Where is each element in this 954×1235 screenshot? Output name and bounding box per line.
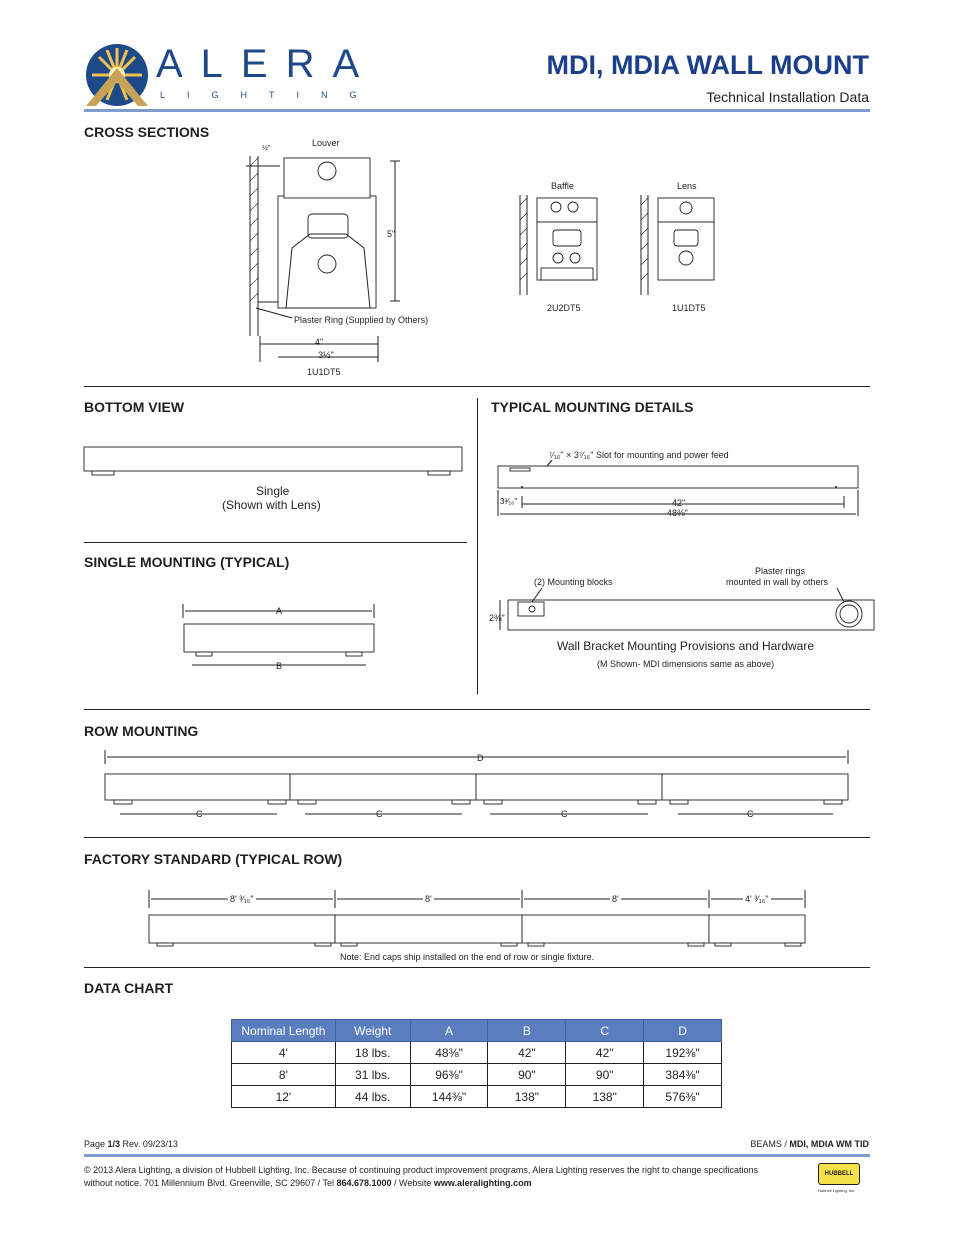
table-cell: 18 lbs. [335, 1042, 410, 1064]
cross-section-drawing [230, 136, 460, 376]
label-lens: Lens [677, 181, 697, 191]
model-left: 1U1DT5 [307, 367, 341, 377]
label-c-1: C [196, 809, 203, 819]
copyright-line-2 [84, 1178, 532, 1188]
label-c-2: C [376, 809, 383, 819]
model-lens: 1U1DT5 [672, 303, 706, 313]
page-title: MDI, MDIA WALL MOUNT [546, 50, 869, 80]
label-d4: 2⅜" [489, 613, 505, 623]
revision: Rev. 09/23/13 [120, 1139, 178, 1149]
label-slot: ⁷⁄₁₆" × 3⁷⁄₁₆" Slot for mounting and power feed [549, 450, 729, 460]
table-cell: 90" [488, 1064, 566, 1086]
section-typical-mounting: TYPICAL MOUNTING DETAILS [491, 399, 694, 415]
label-length-2: 8' [425, 894, 432, 904]
label-single: Single [256, 484, 290, 498]
baffle-section-drawing [515, 190, 610, 300]
page-number: 1/3 [107, 1139, 121, 1149]
label-five: 5" [387, 229, 396, 239]
table-row [232, 1064, 722, 1086]
column-header: Weight [335, 1020, 410, 1042]
divider-bottom-left [84, 542, 467, 543]
table-cell: 48⅜" [410, 1042, 488, 1064]
label-three-half: 3½" [318, 350, 334, 360]
header-rule [84, 109, 870, 112]
label-length-3: 8' [612, 894, 619, 904]
table-header-row [232, 1020, 722, 1042]
label-louver: Louver [312, 138, 340, 148]
label-half-inch: ½" [262, 145, 271, 152]
divider-2 [84, 709, 870, 710]
divider-1 [84, 386, 870, 387]
model-baffle: 2U2DT5 [547, 303, 581, 313]
table-cell: 42" [488, 1042, 566, 1064]
page-prefix: Page [84, 1139, 108, 1149]
data-chart-table [231, 1019, 722, 1108]
table-cell: 44 lbs. [335, 1086, 410, 1108]
table-cell: 96⅜" [410, 1064, 488, 1086]
label-a: A [276, 606, 283, 616]
sunburst-logo-icon [80, 38, 160, 108]
table-row [232, 1042, 722, 1064]
table-cell: 8' [232, 1064, 336, 1086]
label-length-4: 4' ³⁄₁₆" [745, 894, 769, 904]
column-header: C [566, 1020, 644, 1042]
label-plaster-ring: Plaster Ring (Supplied by Others) [294, 315, 429, 325]
table-cell: 90" [566, 1064, 644, 1086]
beams-label: BEAMS / [750, 1139, 790, 1149]
brand-wordmark: ALERA [156, 42, 378, 86]
section-factory-standard: FACTORY STANDARD (TYPICAL ROW) [84, 851, 343, 867]
lens-section-drawing [636, 190, 731, 300]
footer-rule [84, 1154, 870, 1157]
website-label: / Website [391, 1178, 434, 1188]
vertical-divider [477, 398, 478, 694]
label-c-3: C [561, 809, 568, 819]
label-shown-with-lens: (Shown with Lens) [222, 498, 321, 512]
hubbell-badge-icon [818, 1163, 860, 1185]
label-baffle: Baffle [551, 181, 574, 191]
label-d2: 42" [672, 498, 686, 508]
section-single-mounting: SINGLE MOUNTING (TYPICAL) [84, 554, 290, 570]
hubbell-logo [818, 1163, 868, 1197]
table-cell: 138" [566, 1086, 644, 1108]
address: without notice. 701 Millennium Blvd. Greenville, SC 29607 / Tel [84, 1178, 337, 1188]
table-row [232, 1086, 722, 1108]
doc-code: MDI, MDIA WM TID [789, 1139, 869, 1149]
label-b: B [276, 661, 283, 671]
label-plaster1: Plaster rings [755, 566, 806, 576]
section-row-mounting: ROW MOUNTING [84, 723, 199, 739]
table-cell: 42" [566, 1042, 644, 1064]
label-length-1: 8' ³⁄₁₆" [230, 894, 254, 904]
section-data-chart: DATA CHART [84, 980, 174, 996]
divider-4 [84, 967, 870, 968]
table-cell: 192⅜" [644, 1042, 722, 1064]
section-cross-sections: CROSS SECTIONS [84, 124, 210, 140]
hubbell-subtext: Hubbell Lighting, Inc. [818, 1188, 856, 1193]
column-header: D [644, 1020, 722, 1042]
table-cell: 144⅜" [410, 1086, 488, 1108]
label-d3: 48⅜" [667, 508, 688, 518]
label-plaster2: mounted in wall by others [726, 577, 829, 587]
label-d1: 3³⁄₁₆" [500, 497, 518, 506]
section-bottom-view: BOTTOM VIEW [84, 399, 185, 415]
website-link[interactable]: www.aleralighting.com [433, 1178, 532, 1188]
table-cell: 4' [232, 1042, 336, 1064]
column-header: B [488, 1020, 566, 1042]
label-d: D [477, 753, 484, 763]
alera-logo [80, 38, 379, 108]
label-c-4: C [747, 809, 754, 819]
table-cell: 576⅜" [644, 1086, 722, 1108]
page-subtitle: Technical Installation Data [706, 89, 869, 105]
divider-3 [84, 837, 870, 838]
column-header: A [410, 1020, 488, 1042]
hubbell-wordmark: HUBBELL [824, 1171, 854, 1177]
label-wall-bracket-caption: Wall Bracket Mounting Provisions and Hardware [557, 639, 814, 653]
copyright-line-1: © 2013 Alera Lighting, a division of Hubbell Lighting, Inc. Because of continuing product improvement programs, Alera Lighting reserves the right to change specifications [84, 1165, 759, 1175]
label-end-caps-note: Note: End caps ship installed on the end of row or single fixture. [340, 952, 595, 962]
brand-tagline: LIGHTING [160, 90, 379, 100]
bottom-view-drawing [82, 445, 468, 479]
phone-number[interactable]: 864.678.1000 [336, 1178, 392, 1188]
column-header: Nominal Length [232, 1020, 336, 1042]
label-blocks: (2) Mounting blocks [534, 577, 613, 587]
page-info [84, 1139, 178, 1149]
table-cell: 31 lbs. [335, 1064, 410, 1086]
table-cell: 384⅜" [644, 1064, 722, 1086]
label-four: 4" [315, 337, 324, 347]
table-cell: 12' [232, 1086, 336, 1108]
wall-bracket-drawing [492, 586, 877, 636]
label-mdi-note: (M Shown- MDI dimensions same as above) [597, 659, 775, 669]
table-cell: 138" [488, 1086, 566, 1108]
document-id [750, 1139, 869, 1149]
